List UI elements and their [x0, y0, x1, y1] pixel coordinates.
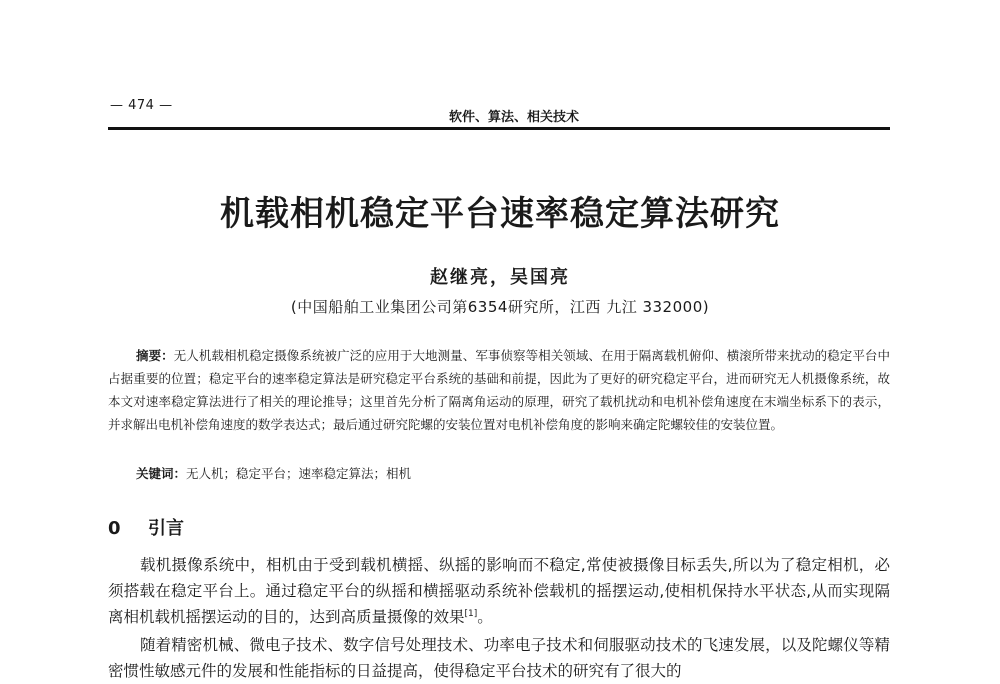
paper-authors: 赵继亮，吴国亮 — [430, 267, 570, 288]
page-number: — 474 — — [110, 98, 173, 113]
paragraph-text: 载机摄像系统中，相机由于受到载机横摇、纵摇的影响而不稳定,常使被摄像目标丢失,所以为了稳定相机，必须搭载在稳定平台上。通过稳定平台的纵摇和横摇驱动系统补偿载机的摇摆运动,使相机保持水平状态,从而实现隔离相机载机摇摆运动的目的，达到高质量摄像的效果 — [108, 556, 890, 626]
running-header-section: 软件、算法、相关技术 — [448, 110, 579, 125]
body-paragraph — [108, 552, 890, 630]
body-paragraph — [108, 632, 890, 684]
abstract-text: 无人机载相机稳定摄像系统被广泛的应用于大地测量、军事侦察等相关领域、在用于隔离载机俯仰、横滚所带来扰动的稳定平台中占据重要的位置；稳定平台的速率稳定算法是研究稳定平台系统的基础和前提，因此为了更好的研究稳定平台，进而研究无人机摄像系统，故本文对速率稳定算法进行了相关的理论推导；这里首先分析了隔离角运动的原理，研究了载机扰动和电机补偿角速度在末端坐标系下的表示，并求解出电机补偿角速度的数学表达式；最后通过研究陀螺的安装位置对电机补偿角度的影响来确定陀螺较佳的安装位置。 — [108, 348, 890, 432]
header-rule — [108, 127, 890, 130]
abstract-label: 摘要： — [136, 348, 174, 363]
paper-affiliation: (中国船舶工业集团公司第6354研究所，江西 九江 332000) — [290, 298, 710, 316]
section-number: 0 — [108, 518, 121, 539]
section-heading — [108, 514, 184, 540]
paper-title: 机载相机稳定平台速率稳定算法研究 — [220, 194, 780, 234]
citation-ref: [1] — [464, 608, 478, 619]
paragraph-end: 。 — [477, 608, 493, 626]
section-title: 引言 — [148, 518, 184, 539]
keywords — [136, 462, 896, 485]
keywords-text: 无人机；稳定平台；速率稳定算法；相机 — [186, 466, 412, 481]
keywords-label: 关键词： — [136, 466, 187, 481]
abstract — [108, 344, 890, 436]
paragraph-text: 随着精密机械、微电子技术、数字信号处理技术、功率电子技术和伺服驱动技术的飞速发展，以及陀螺仪等精密惯性敏感元件的发展和性能指标的日益提高，使得稳定平台技术的研究有了很大的 — [108, 636, 890, 680]
